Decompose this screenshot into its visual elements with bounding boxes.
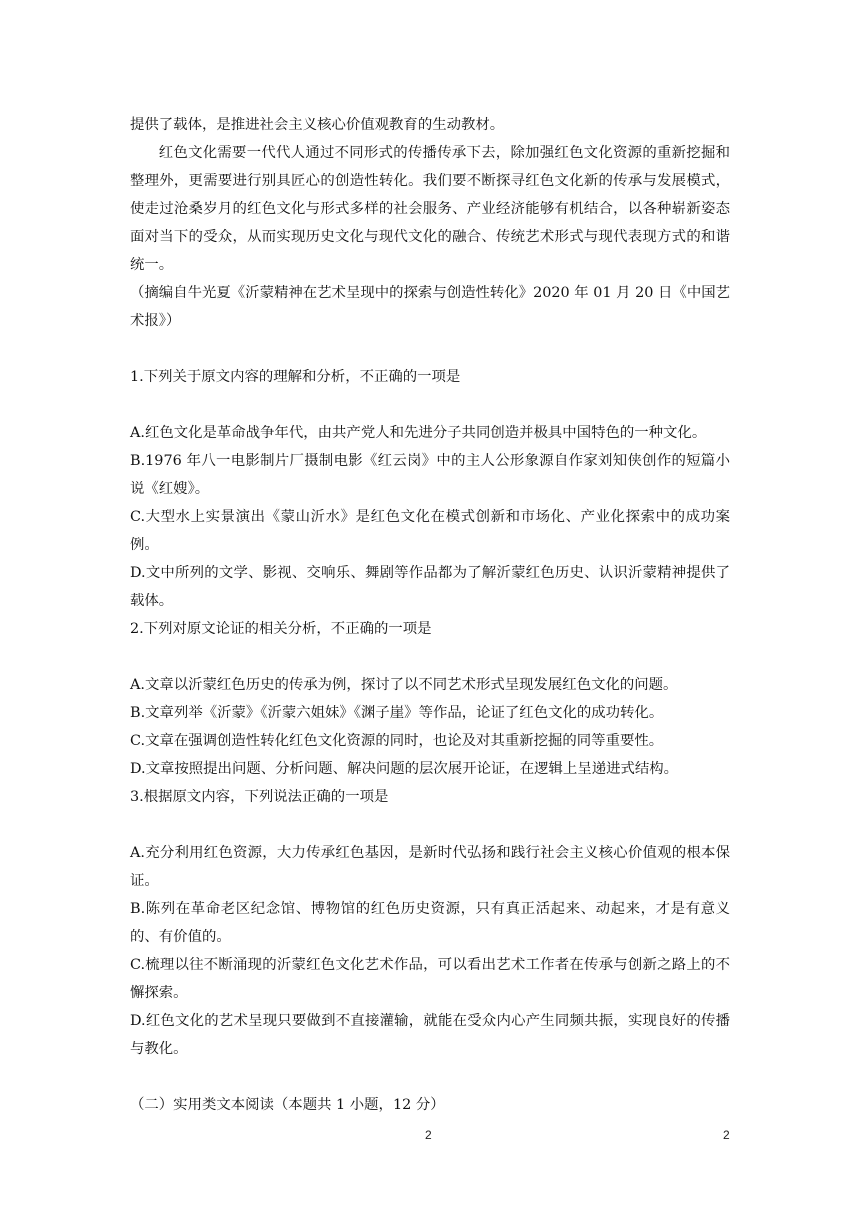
paragraph-red-culture: 红色文化需要一代代人通过不同形式的传播传承下去，除加强红色文化资源的重新挖掘和整理外，更需要进行别具匠心的创造性转化。我们要不断探寻红色文化新的传承与发展模式，使走过沧桑岁月的红色文化与形式多样的社会服务、产业经济能够有机结合，以各种崭新姿态面对当下的受众，从而实现历史文化与现代文化的融合、传统艺术形式与现代表现方式的和谐统一。: [130, 145, 730, 273]
question-3-option-a: A.充分利用红色资源，大力传承红色基因，是新时代弘扬和践行社会主义核心价值观的根本保证。: [130, 845, 730, 889]
question-1-stem: 1.下列关于原文内容的理解和分析，不正确的一项是: [130, 369, 461, 385]
question-2-option-c: C.文章在强调创造性转化红色文化资源的同时，也论及对其重新挖掘的同等重要性。: [130, 733, 664, 749]
question-2-stem: 2.下列对原文论证的相关分析，不正确的一项是: [130, 621, 432, 637]
question-2-option-b: B.文章列举《沂蒙》《沂蒙六姐妹》《渊子崖》等作品，论证了红色文化的成功转化。: [130, 705, 664, 721]
paragraph-continued: 提供了载体，是推进社会主义核心价值观教育的生动教材。: [130, 117, 505, 133]
question-3-stem: 3.根据原文内容，下列说法正确的一项是: [130, 789, 389, 805]
question-1-option-a: A.红色文化是革命战争年代，由共产党人和先进分子共同创造并极具中国特色的一种文化。: [130, 425, 707, 441]
question-2-option-d: D.文章按照提出问题、分析问题、解决问题的层次展开论证，在逻辑上呈递进式结构。: [130, 761, 679, 777]
document-body: [130, 111, 730, 1119]
page-number-right: 2: [723, 1128, 730, 1142]
question-1-option-c: C.大型水上实景演出《蒙山沂水》是红色文化在模式创新和市场化、产业化探索中的成功案例。: [130, 509, 730, 553]
question-2-option-a: A.文章以沂蒙红色历史的传承为例，探讨了以不同艺术形式呈现发展红色文化的问题。: [130, 677, 678, 693]
page-number-left: 2: [425, 1128, 432, 1142]
source-citation: （摘编自牛光夏《沂蒙精神在艺术呈现中的探索与创造性转化》2020 年 01 月 20 日《中国艺术报》）: [130, 285, 730, 329]
question-3-option-c: C.梳理以往不断涌现的沂蒙红色文化艺术作品，可以看出艺术工作者在传承与创新之路上的不懈探索。: [130, 957, 730, 1001]
question-3-option-d: D.红色文化的艺术呈现只要做到不直接灌输，就能在受众内心产生同频共振，实现良好的传播与教化。: [130, 1013, 730, 1057]
question-1-option-d: D.文中所列的文学、影视、交响乐、舞剧等作品都为了解沂蒙红色历史、认识沂蒙精神提供了载体。: [130, 565, 730, 609]
question-3-option-b: B.陈列在革命老区纪念馆、博物馆的红色历史资源，只有真正活起来、动起来，才是有意义的、有价值的。: [130, 901, 730, 945]
question-1-option-b: B.1976 年八一电影制片厂摄制电影《红云岗》中的主人公形象源自作家刘知侠创作的短篇小说《红嫂》。: [130, 453, 730, 497]
section-2-heading: （二）实用类文本阅读（本题共 1 小题，12 分）: [130, 1097, 445, 1113]
